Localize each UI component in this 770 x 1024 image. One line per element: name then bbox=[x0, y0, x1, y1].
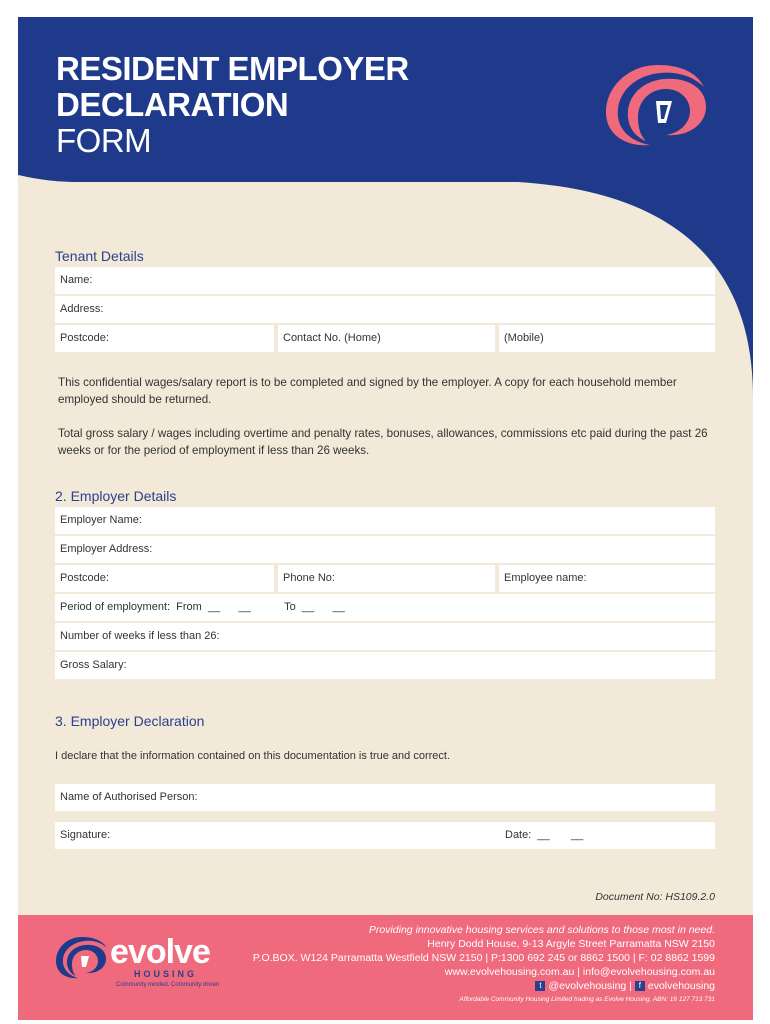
employer-details-heading: 2. Employer Details bbox=[55, 488, 177, 504]
footer-social: t @evolvehousing | f evolvehousing bbox=[253, 979, 715, 993]
footer-facebook[interactable]: evolvehousing bbox=[647, 980, 715, 992]
employee-name-field[interactable]: Employee name: bbox=[499, 565, 715, 592]
tenant-mobile-field[interactable]: (Mobile) bbox=[499, 325, 715, 352]
tenant-name-field[interactable]: Name: bbox=[55, 267, 715, 294]
title-line-3: FORM bbox=[56, 122, 152, 159]
footer bbox=[18, 915, 753, 1020]
instructions-paragraph-2: Total gross salary / wages including overtime and penalty rates, bonuses, allowances, commissions etc paid during the past 26 weeks or for the period of employment if less than 26 weeks. bbox=[58, 427, 708, 457]
employer-name-field[interactable]: Employer Name: bbox=[55, 507, 715, 534]
gross-salary-field[interactable]: Gross Salary: bbox=[55, 652, 715, 679]
authorised-person-field[interactable]: Name of Authorised Person: bbox=[55, 784, 715, 811]
evolve-housing-logo-icon bbox=[52, 933, 112, 983]
document-number: Document No: HS109.2.0 bbox=[595, 891, 715, 903]
weeks-field[interactable]: Number of weeks if less than 26: bbox=[55, 623, 715, 650]
date-label: Date: __ __ bbox=[505, 829, 584, 841]
employer-address-field[interactable]: Employer Address: bbox=[55, 536, 715, 563]
footer-tagline: Providing innovative housing services and solutions to those most in need. bbox=[368, 924, 715, 936]
title-line-2: DECLARATION bbox=[56, 86, 289, 123]
evolve-logo-tagline: Community minded. Community driven bbox=[116, 982, 220, 988]
evolve-logo-word: evolve bbox=[110, 933, 210, 971]
evolve-logo-housing: HOUSING bbox=[134, 969, 198, 979]
twitter-icon: t bbox=[535, 981, 545, 991]
facebook-icon: f bbox=[635, 981, 645, 991]
title-line-1: RESIDENT EMPLOYER bbox=[56, 50, 409, 87]
employment-period-field[interactable]: Period of employment: From __ __ To __ __ bbox=[55, 594, 715, 621]
tenant-home-phone-field[interactable]: Contact No. (Home) bbox=[278, 325, 495, 352]
employer-postcode-field[interactable]: Postcode: bbox=[55, 565, 274, 592]
footer-twitter[interactable]: @evolvehousing bbox=[548, 980, 627, 992]
tenant-address-field[interactable]: Address: bbox=[55, 296, 715, 323]
declaration-statement: I declare that the information contained on this documentation is true and correct. bbox=[55, 750, 451, 762]
signature-field[interactable] bbox=[55, 822, 715, 849]
instructions-paragraph-1: This confidential wages/salary report is to be completed and signed by the employer. A copy for each household member employed should be returned. bbox=[58, 376, 677, 406]
signature-label: Signature: bbox=[60, 829, 111, 841]
footer-address-2: P.O.BOX. W124 Parramatta Westfield NSW 2150 | P:1300 692 245 or 8862 1500 | F: 02 8862 1599 bbox=[252, 952, 715, 964]
employer-phone-field[interactable]: Phone No: bbox=[278, 565, 495, 592]
tenant-postcode-field[interactable]: Postcode: bbox=[55, 325, 274, 352]
footer-address-1: Henry Dodd House, 9-13 Argyle Street Parramatta NSW 2150 bbox=[427, 938, 715, 950]
evolve-swirl-logo-icon bbox=[598, 57, 713, 152]
form-title bbox=[56, 51, 409, 159]
footer-web[interactable]: www.evolvehousing.com.au | info@evolvehousing.com.au bbox=[444, 966, 715, 978]
footer-contact-block bbox=[253, 923, 715, 1007]
footer-abn: Affordable Community Housing Limited trading as Evolve Housing. ABN: 16 127 713 731 bbox=[459, 996, 715, 1003]
tenant-details-heading: Tenant Details bbox=[55, 248, 144, 264]
employer-declaration-heading: 3. Employer Declaration bbox=[55, 713, 205, 729]
form-page bbox=[18, 17, 753, 1020]
